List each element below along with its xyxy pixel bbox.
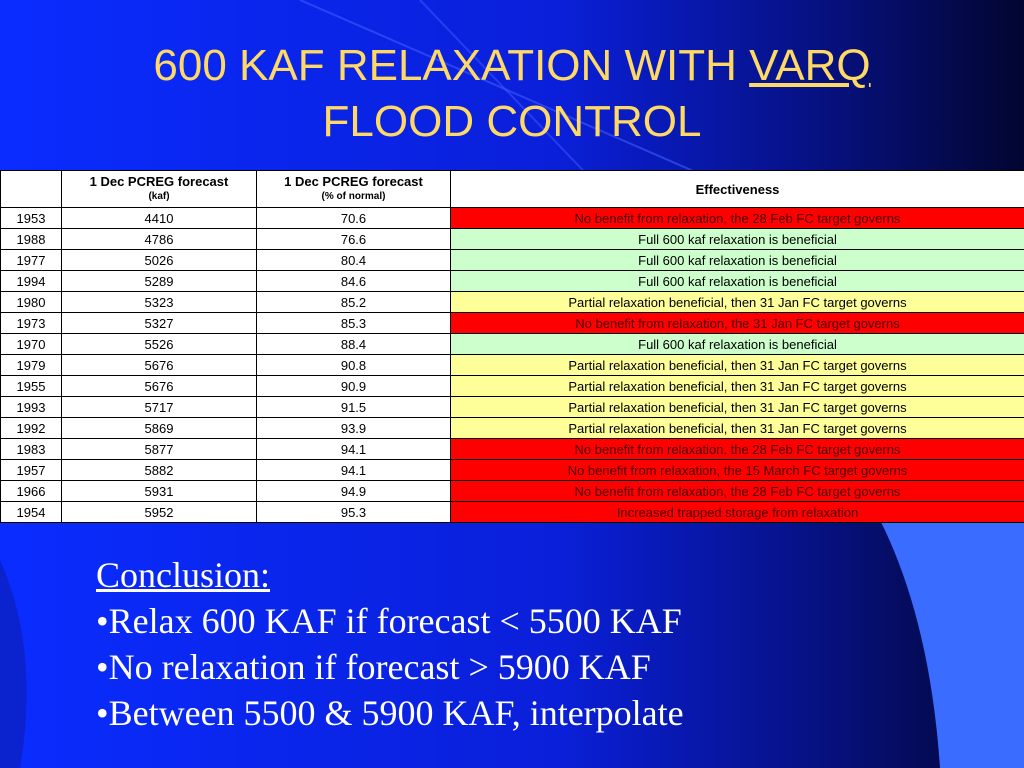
conclusion-bullet: •Between 5500 & 5900 KAF, interpolate [96, 693, 684, 733]
table-body [1, 208, 1024, 523]
table-row [1, 481, 1024, 502]
forecast-kaf-cell: 5676 [62, 376, 257, 397]
forecast-kaf-cell: 4786 [62, 229, 257, 250]
table-row [1, 355, 1024, 376]
table-row [1, 334, 1024, 355]
forecast-percent-cell: 85.3 [257, 313, 451, 334]
forecast-kaf-cell: 5952 [62, 502, 257, 523]
forecast-kaf-cell: 5882 [62, 460, 257, 481]
title-line-1: 600 KAF RELAXATION WITH [153, 41, 750, 90]
table-row [1, 397, 1024, 418]
table-row [1, 292, 1024, 313]
table-row [1, 271, 1024, 292]
effectiveness-cell: No benefit from relaxation, the 31 Jan FC target governs [451, 313, 1024, 334]
forecast-percent-cell: 94.1 [257, 439, 451, 460]
forecast-percent-cell: 80.4 [257, 250, 451, 271]
year-cell: 1966 [1, 481, 62, 502]
effectiveness-cell: Partial relaxation beneficial, then 31 Jan FC target governs [451, 418, 1024, 439]
year-cell: 1957 [1, 460, 62, 481]
year-cell: 1953 [1, 208, 62, 229]
forecast-percent-cell: 90.9 [257, 376, 451, 397]
table-row [1, 460, 1024, 481]
year-cell: 1980 [1, 292, 62, 313]
table-row [1, 208, 1024, 229]
year-cell: 1954 [1, 502, 62, 523]
table-row [1, 502, 1024, 523]
header-year [1, 171, 62, 208]
table-row [1, 376, 1024, 397]
table-row [1, 229, 1024, 250]
forecast-percent-cell: 94.9 [257, 481, 451, 502]
title-link-varq[interactable]: VARQ [749, 41, 871, 90]
table-row [1, 250, 1024, 271]
effectiveness-cell: Full 600 kaf relaxation is beneficial [451, 250, 1024, 271]
forecast-kaf-cell: 5869 [62, 418, 257, 439]
effectiveness-cell: Partial relaxation beneficial, then 31 Jan FC target governs [451, 376, 1024, 397]
effectiveness-cell: Partial relaxation beneficial, then 31 Jan FC target governs [451, 397, 1024, 418]
conclusion-heading: Conclusion: [96, 555, 271, 595]
forecast-kaf-cell: 5323 [62, 292, 257, 313]
conclusion-bullet: •Relax 600 KAF if forecast < 5500 KAF [96, 601, 682, 641]
table-row [1, 418, 1024, 439]
header-effectiveness: Effectiveness [451, 171, 1024, 208]
forecast-percent-cell: 70.6 [257, 208, 451, 229]
slide-title [0, 38, 1024, 150]
forecast-kaf-cell: 4410 [62, 208, 257, 229]
year-cell: 1988 [1, 229, 62, 250]
table-header-row [1, 171, 1024, 208]
year-cell: 1979 [1, 355, 62, 376]
forecast-kaf-cell: 5327 [62, 313, 257, 334]
forecast-kaf-cell: 5877 [62, 439, 257, 460]
forecast-kaf-cell: 5676 [62, 355, 257, 376]
effectiveness-cell: No benefit from relaxation, the 28 Feb FC target governs [451, 439, 1024, 460]
year-cell: 1973 [1, 313, 62, 334]
effectiveness-cell: Full 600 kaf relaxation is beneficial [451, 229, 1024, 250]
year-cell: 1992 [1, 418, 62, 439]
effectiveness-cell: Full 600 kaf relaxation is beneficial [451, 271, 1024, 292]
forecast-kaf-cell: 5717 [62, 397, 257, 418]
table-row [1, 439, 1024, 460]
forecast-percent-cell: 91.5 [257, 397, 451, 418]
forecast-kaf-cell: 5931 [62, 481, 257, 502]
forecast-percent-cell: 88.4 [257, 334, 451, 355]
effectiveness-cell: No benefit from relaxation, the 28 Feb FC target governs [451, 481, 1024, 502]
year-cell: 1994 [1, 271, 62, 292]
forecast-percent-cell: 90.8 [257, 355, 451, 376]
relaxation-table [0, 170, 1024, 523]
year-cell: 1977 [1, 250, 62, 271]
year-cell: 1993 [1, 397, 62, 418]
effectiveness-cell: Full 600 kaf relaxation is beneficial [451, 334, 1024, 355]
forecast-percent-cell: 76.6 [257, 229, 451, 250]
title-line-2: FLOOD CONTROL [322, 97, 702, 146]
header-forecast-percent: 1 Dec PCREG forecast (% of normal) [257, 171, 451, 208]
forecast-kaf-cell: 5026 [62, 250, 257, 271]
year-cell: 1955 [1, 376, 62, 397]
effectiveness-cell: Partial relaxation beneficial, then 31 Jan FC target governs [451, 292, 1024, 313]
forecast-percent-cell: 95.3 [257, 502, 451, 523]
conclusion-block [96, 552, 684, 736]
effectiveness-cell: Increased trapped storage from relaxation [451, 502, 1024, 523]
effectiveness-cell: Partial relaxation beneficial, then 31 Jan FC target governs [451, 355, 1024, 376]
forecast-kaf-cell: 5526 [62, 334, 257, 355]
table-row [1, 313, 1024, 334]
forecast-kaf-cell: 5289 [62, 271, 257, 292]
forecast-percent-cell: 93.9 [257, 418, 451, 439]
forecast-percent-cell: 84.6 [257, 271, 451, 292]
conclusion-bullet: •No relaxation if forecast > 5900 KAF [96, 647, 651, 687]
forecast-percent-cell: 94.1 [257, 460, 451, 481]
year-cell: 1970 [1, 334, 62, 355]
year-cell: 1983 [1, 439, 62, 460]
forecast-percent-cell: 85.2 [257, 292, 451, 313]
effectiveness-cell: No benefit from relaxation, the 15 March FC target governs [451, 460, 1024, 481]
effectiveness-cell: No benefit from relaxation, the 28 Feb FC target governs [451, 208, 1024, 229]
header-forecast-kaf: 1 Dec PCREG forecast (kaf) [62, 171, 257, 208]
